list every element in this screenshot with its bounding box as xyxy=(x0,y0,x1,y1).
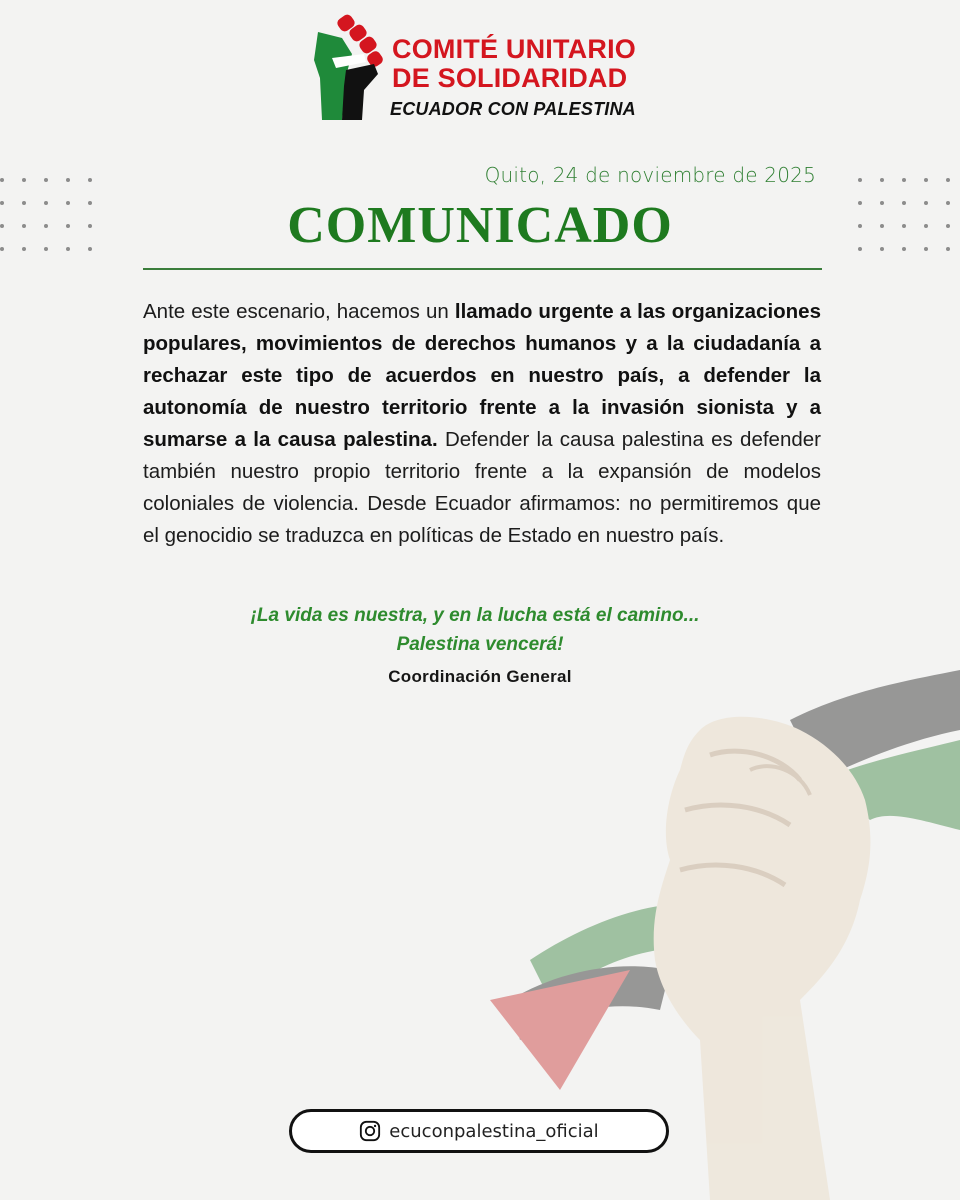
motto-line1: ¡La vida es nuestra, y en la lucha está el camino... xyxy=(250,605,700,626)
title-divider xyxy=(143,268,822,270)
body-intro: Ante este escenario, hacemos un xyxy=(143,300,455,323)
instagram-handle-text: ecuconpalestina_oficial xyxy=(389,1120,599,1142)
instagram-handle-badge[interactable] xyxy=(289,1109,669,1153)
motto-line2: Palestina vencerá! xyxy=(396,634,564,655)
org-tagline: ECUADOR CON PALESTINA xyxy=(390,99,636,119)
signature: Coordinación General xyxy=(388,667,572,686)
body-conclusion: Defender la causa palestina es defender también nuestro propio territorio frente a la expansión de modelos coloniales de violencia. Desde Ecuador afirmamos: no permitiremos que el genocidio se traduzca en políticas de Estado en nuestro país. xyxy=(143,428,821,547)
org-name-line1: COMITÉ UNITARIO xyxy=(392,34,636,64)
raised-fist-icon xyxy=(312,14,386,122)
page-title: COMUNICADO xyxy=(287,197,673,254)
communique-body xyxy=(143,296,821,552)
body-call-to-action: llamado urgente a las organizaciones populares, movimientos de derechos humanos y a la ciudadanía a rechazar este tipo de acuerdos en nuestro país, a defender la autonomía de nuestro territorio frente a la invasión sionista y a sumarse a la causa palestina. xyxy=(143,300,821,451)
org-name-line2: DE SOLIDARIDAD xyxy=(392,63,628,93)
instagram-icon xyxy=(359,1120,381,1142)
date-line: Quito, 24 de noviembre de 2025 xyxy=(484,163,816,187)
